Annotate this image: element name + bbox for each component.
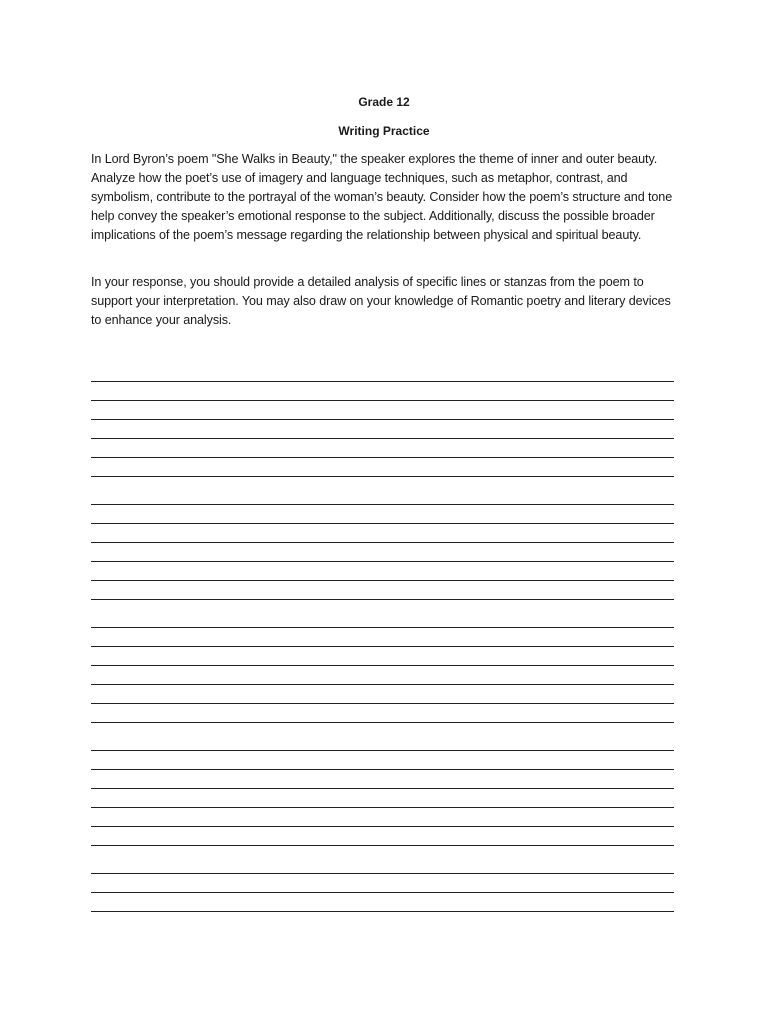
answer-line[interactable] <box>91 504 674 505</box>
answer-line[interactable] <box>91 788 674 789</box>
answer-line[interactable] <box>91 599 674 600</box>
answer-line[interactable] <box>91 476 674 477</box>
answer-line[interactable] <box>91 665 674 666</box>
answer-line[interactable] <box>91 750 674 751</box>
answer-line[interactable] <box>91 826 674 827</box>
answer-line[interactable] <box>91 457 674 458</box>
prompt-paragraph: In Lord Byron’s poem "She Walks in Beauty," the speaker explores the theme of inner and outer beauty. Analyze how the poet’s use of imagery and language techniques, such as metaphor, contrast, and symbolism, contribute to the portrayal of the woman’s beauty. Consider how the poem’s structure and tone help convey the speaker’s emotional response to the subject. Additionally, discuss the possible broader implications of the poem’s message regarding the relationship between physical and spiritual beauty. <box>91 152 673 242</box>
answer-line[interactable] <box>91 807 674 808</box>
answer-line[interactable] <box>91 769 674 770</box>
instructions-paragraph: In your response, you should provide a detailed analysis of specific lines or stanzas from the poem to support your interpretation. You may also draw on your knowledge of Romantic poetry and literary devices to enhance your analysis. <box>91 275 671 327</box>
answer-line[interactable] <box>91 400 674 401</box>
answer-line[interactable] <box>91 523 674 524</box>
answer-line[interactable] <box>91 684 674 685</box>
answer-line[interactable] <box>91 892 674 893</box>
answer-line[interactable] <box>91 381 674 382</box>
answer-line[interactable] <box>91 873 674 874</box>
answer-line[interactable] <box>91 542 674 543</box>
answer-line[interactable] <box>91 845 674 846</box>
answer-line[interactable] <box>91 911 674 912</box>
answer-line[interactable] <box>91 722 674 723</box>
grade-heading: Grade 12 <box>358 95 410 109</box>
answer-line[interactable] <box>91 703 674 704</box>
answer-line[interactable] <box>91 419 674 420</box>
answer-line[interactable] <box>91 561 674 562</box>
answer-line[interactable] <box>91 646 674 647</box>
worksheet-title: Writing Practice <box>338 124 430 138</box>
answer-line[interactable] <box>91 627 674 628</box>
answer-line[interactable] <box>91 580 674 581</box>
answer-line[interactable] <box>91 438 674 439</box>
